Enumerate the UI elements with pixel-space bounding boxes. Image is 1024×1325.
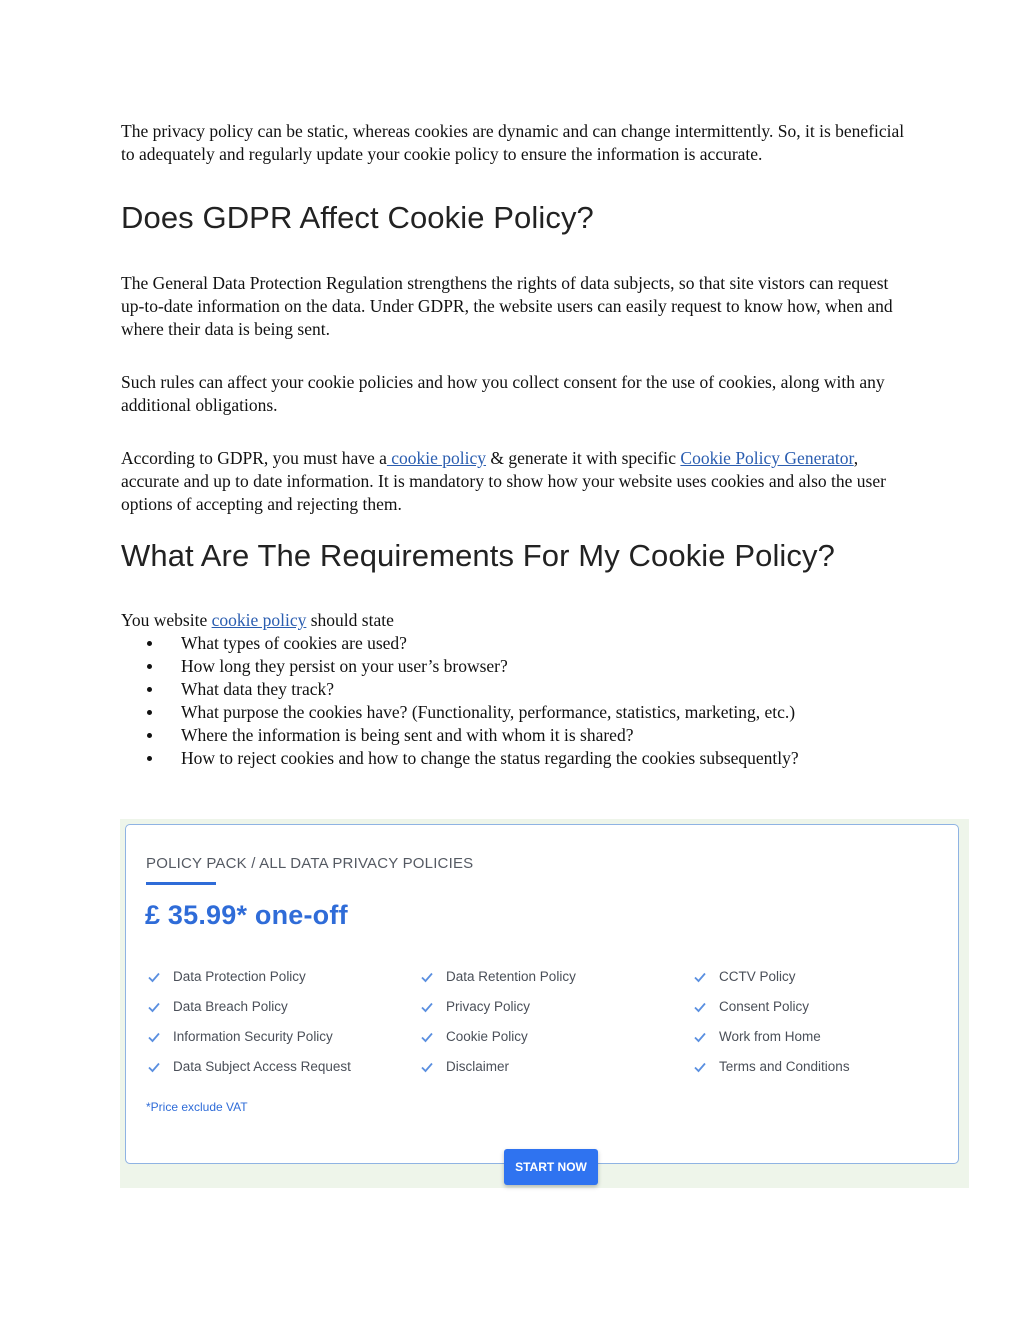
gdpr-paragraph-2: Such rules can affect your cookie policies and how you collect consent for the use of cookies, along with any additional obligations. — [121, 372, 885, 415]
feature-label: Data Breach Policy — [173, 999, 288, 1014]
list-item: How to reject cookies and how to change the status regarding the cookies subsequently? — [181, 747, 911, 770]
policy-pack-card — [125, 824, 959, 1174]
check-icon — [147, 1000, 161, 1014]
feature-label: Work from Home — [719, 1029, 821, 1044]
requirements-heading: What Are The Requirements For My Cookie Policy? — [121, 538, 835, 573]
list-item: What data they track? — [181, 678, 911, 701]
check-icon — [420, 1060, 434, 1074]
intro-paragraph: The privacy policy can be static, whereas cookies are dynamic and can change intermittently. So, it is beneficial to adequately and regularly update your cookie policy to ensure the information is accurate. — [121, 121, 905, 164]
feature-item — [420, 969, 576, 999]
gdpr-paragraph-3 — [121, 447, 911, 516]
feature-item — [693, 999, 850, 1029]
check-icon — [147, 1030, 161, 1044]
feature-label: Data Subject Access Request — [173, 1059, 351, 1074]
vat-note: *Price exclude VAT — [146, 1100, 248, 1114]
gdpr-p3-text-3: , accurate and up to date information. It is mandatory to show how your website uses cookies and also the user options of accepting and rejecting them. — [121, 448, 886, 514]
feature-item — [147, 999, 351, 1029]
requirements-lead-text-1: You website — [121, 610, 212, 630]
gdpr-p3-text-2: & generate it with specific — [486, 448, 681, 468]
gdpr-heading: Does GDPR Affect Cookie Policy? — [121, 200, 594, 235]
feature-item — [693, 1029, 850, 1059]
list-item: What types of cookies are used? — [181, 632, 911, 655]
requirements-list — [121, 632, 911, 770]
cookie-policy-generator-link[interactable]: Cookie Policy Generator — [680, 448, 854, 468]
check-icon — [420, 1030, 434, 1044]
requirements-lead — [121, 609, 911, 632]
feature-item — [147, 1029, 351, 1059]
start-now-button[interactable]: START NOW — [504, 1149, 598, 1185]
list-item: Where the information is being sent and with whom it is shared? — [181, 724, 911, 747]
check-icon — [420, 1000, 434, 1014]
check-icon — [420, 970, 434, 984]
cookie-policy-link[interactable]: cookie policy — [386, 448, 487, 468]
feature-column-1 — [147, 969, 351, 1089]
feature-column-3 — [693, 969, 850, 1089]
feature-item — [693, 969, 850, 999]
feature-column-2 — [420, 969, 576, 1089]
feature-label: Data Retention Policy — [446, 969, 576, 984]
feature-label: Information Security Policy — [173, 1029, 333, 1044]
cookie-policy-link-2[interactable]: cookie policy — [211, 610, 307, 630]
check-icon — [693, 1030, 707, 1044]
check-icon — [693, 1000, 707, 1014]
feature-item — [147, 969, 351, 999]
feature-item — [147, 1059, 351, 1089]
policy-pack-price: £ 35.99* one-off — [145, 900, 348, 930]
feature-label: CCTV Policy — [719, 969, 796, 984]
check-icon — [693, 970, 707, 984]
feature-item — [693, 1059, 850, 1089]
feature-label: Data Protection Policy — [173, 969, 306, 984]
feature-label: Disclaimer — [446, 1059, 510, 1074]
check-icon — [693, 1060, 707, 1074]
requirements-lead-text-2: should state — [306, 610, 394, 630]
gdpr-paragraph-1: The General Data Protection Regulation strengthens the rights of data subjects, so that site vistors can request up-to-date information on the data. Under GDPR, the website users can easily request to know how, when and where their data is being sent. — [121, 273, 893, 339]
feature-item — [420, 1059, 576, 1089]
feature-label: Terms and Conditions — [719, 1059, 850, 1074]
feature-label: Privacy Policy — [446, 999, 531, 1014]
check-icon — [147, 1060, 161, 1074]
title-underline — [146, 882, 216, 885]
gdpr-p3-text-1: According to GDPR, you must have a — [121, 448, 387, 468]
document-body — [121, 120, 911, 770]
feature-label: Consent Policy — [719, 999, 810, 1014]
list-item: What purpose the cookies have? (Functionality, performance, statistics, marketing, etc.) — [181, 701, 911, 724]
policy-pack-title: POLICY PACK / ALL DATA PRIVACY POLICIES — [146, 855, 474, 872]
feature-item — [420, 1029, 576, 1059]
feature-item — [420, 999, 576, 1029]
list-item: How long they persist on your user’s browser? — [181, 655, 911, 678]
feature-label: Cookie Policy — [446, 1029, 528, 1044]
policy-pack-image — [120, 819, 969, 1188]
check-icon — [147, 970, 161, 984]
